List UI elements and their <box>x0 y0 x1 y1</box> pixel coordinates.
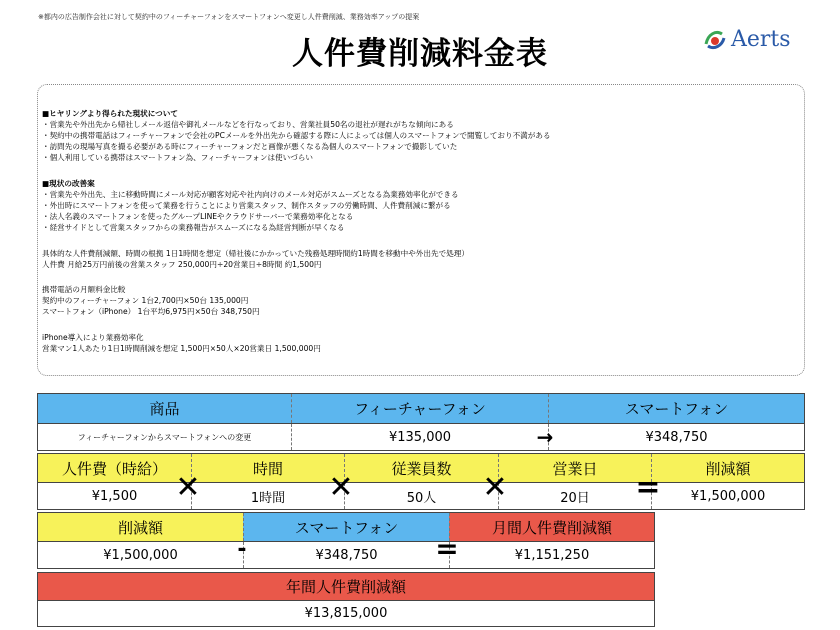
value-product: フィーチャーフォンからスマートフォンへの変更 <box>77 432 252 442</box>
monthly-reduction-table <box>37 512 655 569</box>
value-annual-reduction: ¥13,815,000 <box>304 606 388 621</box>
logo-icon <box>702 26 728 52</box>
panel-line: ・営業先や外出先から帰社しメール返信や御礼メールなどを行なっており、営業社員50名の退社が遅れがちな傾向にある <box>42 120 454 129</box>
panel-line: 具体的な人件費削減額、時間の根拠 1日1時間を想定（帰社後にかかっていた残務処理時間約1時間を移動中や外出先で処理） <box>42 249 469 258</box>
panel-line: ・訪問先の現場写真を撮る必要がある時にフィーチャーフォンだと画像が悪くなる為個人のスマートフォンで撮影していた <box>42 142 458 151</box>
header-feature-phone: フィーチャーフォン <box>291 394 548 423</box>
product-comparison-table <box>37 393 805 451</box>
panel-line: 人件費 月給25万円前後の営業スタッフ 250,000円÷20営業日÷8時間 約1,500円 <box>42 260 322 269</box>
panel-line: 契約中のフィーチャーフォン 1台2,700円×50台 135,000円 <box>42 296 249 305</box>
value-reduction: ¥1,500,000 <box>103 547 178 563</box>
value-monthly-reduction: ¥1,151,250 <box>449 542 654 568</box>
equals-icon: = <box>635 469 661 505</box>
arrow-icon: → <box>536 425 554 449</box>
page-title: 人件費削減料金表 <box>292 36 548 72</box>
header-reduction: 削減額 <box>38 513 243 541</box>
panel-line: ・経営サイドとして営業スタッフからの業務報告がスムーズになる為経営判断が早くなる <box>42 223 345 232</box>
minus-icon: - <box>237 536 247 562</box>
panel-line: ・営業先や外出先、主に移動時間にメール対応が顧客対応や社内向けのメール対応がスムーズとなる為業務効率化ができる <box>42 190 459 199</box>
value-time: 1時間 <box>191 483 344 509</box>
company-logo <box>702 26 791 52</box>
value-hourly-cost: ¥1,500 <box>91 488 138 504</box>
value-business-days: 20日 <box>498 483 651 509</box>
header-smartphone: スマートフォン <box>243 513 449 541</box>
value-smartphone: ¥348,750 <box>243 542 449 568</box>
header-staff: 従業員数 <box>344 454 498 482</box>
labor-cost-table <box>37 453 805 510</box>
value-staff: 50人 <box>344 483 498 509</box>
panel-line: ・個人利用している携帯はスマートフォン為、フィーチャーフォンは使いづらい <box>42 153 314 162</box>
multiply-icon: ✕ <box>175 469 201 505</box>
multiply-icon: ✕ <box>328 469 354 505</box>
panel-line: ・契約中の携帯電話はフィーチャーフォンで会社のPCメールを外出先から確認する際に人によっては個人のスマートフォンで閲覧しており不満がある <box>42 131 551 140</box>
header-reduction: 削減額 <box>651 454 804 482</box>
header-hourly-cost: 人件費（時給） <box>38 454 191 482</box>
value-smartphone: ¥348,750 <box>548 424 804 450</box>
header-monthly-reduction: 月間人件費削減額 <box>449 513 654 541</box>
header-product: 商品 <box>38 394 291 423</box>
panel-heading-improvement: ■現状の改善案 <box>42 179 95 188</box>
panel-line: 携帯電話の月額料金比較 <box>42 285 126 294</box>
header-smartphone: スマートフォン <box>548 394 804 423</box>
panel-line: iPhone導入により業務効率化 <box>42 333 144 342</box>
header-business-days: 営業日 <box>498 454 651 482</box>
panel-line: ・外出時にスマートフォンを使って業務を行うことにより営業スタッフ、制作スタッフの労働時間、人件費削減に繋がる <box>42 201 451 210</box>
logo-text: Aerts <box>731 26 791 52</box>
panel-line: スマートフォン（iPhone） 1台平均6,975円×50台 348,750円 <box>42 307 260 316</box>
header-annual-reduction: 年間人件費削減額 <box>38 573 654 600</box>
value-feature-phone: ¥135,000 <box>291 424 548 450</box>
panel-heading-current: ■ヒヤリングより得られた現状について <box>42 109 178 118</box>
annual-reduction-table <box>37 572 655 627</box>
header-time: 時間 <box>191 454 344 482</box>
value-reduction: ¥1,500,000 <box>651 483 804 509</box>
panel-line: 営業マン1人あたり1日1時間削減を想定 1,500円×50人×20営業日 1,500,000円 <box>42 344 321 353</box>
panel-line: ・法人名義のスマートフォンを使ったグループLINEやクラウドサーバーで業務効率化となる <box>42 212 354 221</box>
multiply-icon: ✕ <box>482 469 508 505</box>
header-note: ※都内の広告制作会社に対して契約中のフィーチャーフォンをスマートフォンへ変更し人件費削減、業務効率アップの提案 <box>38 13 420 21</box>
equals-icon: = <box>435 531 459 565</box>
